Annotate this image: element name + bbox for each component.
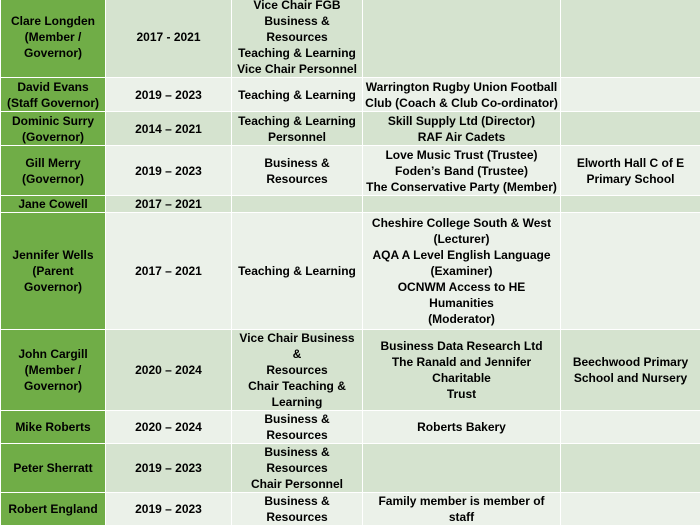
governor-name-line: (Member / xyxy=(3,362,103,378)
committee-cell xyxy=(232,0,363,78)
interest-line: AQA A Level English Language xyxy=(365,247,558,263)
interest-line: Roberts Bakery xyxy=(365,419,558,435)
term-line: 2017 – 2021 xyxy=(108,196,229,212)
table-row xyxy=(1,444,700,493)
interests-cell xyxy=(363,330,561,411)
other-governance-cell xyxy=(561,146,700,196)
interest-line: (Examiner) xyxy=(365,263,558,279)
governor-name-cell xyxy=(1,0,106,78)
governor-name-line: Mike Roberts xyxy=(3,419,103,435)
table-row xyxy=(1,493,700,526)
term-cell xyxy=(106,213,232,330)
term-line: 2019 – 2023 xyxy=(108,460,229,476)
committee-cell xyxy=(232,444,363,493)
governor-name-line: Governor) xyxy=(3,45,103,61)
committee-cell xyxy=(232,493,363,526)
governor-name-line: Robert England xyxy=(3,501,103,517)
term-cell xyxy=(106,112,232,146)
term-cell xyxy=(106,196,232,213)
committee-line: Vice Chair FGB xyxy=(234,0,360,13)
committee-line: Chair Teaching & xyxy=(234,378,360,394)
committee-cell xyxy=(232,213,363,330)
table-row xyxy=(1,213,700,330)
interests-cell xyxy=(363,411,561,444)
governor-name-cell xyxy=(1,213,106,330)
governor-name-line: Peter Sherratt xyxy=(3,460,103,476)
other-governance-cell xyxy=(561,330,700,411)
other-governance-cell xyxy=(561,411,700,444)
governor-name-line: Gill Merry xyxy=(3,155,103,171)
other-governance-cell xyxy=(561,213,700,330)
other-governance-cell xyxy=(561,0,700,78)
table-row xyxy=(1,146,700,196)
term-cell xyxy=(106,444,232,493)
committee-cell xyxy=(232,330,363,411)
term-line: 2014 – 2021 xyxy=(108,121,229,137)
other-governance-cell xyxy=(561,444,700,493)
term-cell xyxy=(106,0,232,78)
committee-line: Teaching & Learning xyxy=(234,263,360,279)
governor-name-cell xyxy=(1,146,106,196)
other-governance-cell xyxy=(561,493,700,526)
term-line: 2019 – 2023 xyxy=(108,501,229,517)
interests-cell xyxy=(363,112,561,146)
governor-name-line: (Governor) xyxy=(3,129,103,145)
interest-line: Trust xyxy=(365,386,558,402)
interest-line: OCNWM Access to HE Humanities xyxy=(365,279,558,311)
interest-line: Family member is member of staff xyxy=(365,493,558,525)
governor-name-line: Jane Cowell xyxy=(3,196,103,212)
interest-line: Warrington Rugby Union Football xyxy=(365,79,558,95)
committee-cell xyxy=(232,78,363,112)
committee-line: Personnel xyxy=(234,129,360,145)
term-line: 2019 – 2023 xyxy=(108,87,229,103)
interests-cell xyxy=(363,78,561,112)
committee-line: Teaching & Learning xyxy=(234,87,360,103)
other-governance-cell xyxy=(561,78,700,112)
term-cell xyxy=(106,78,232,112)
term-line: 2017 - 2021 xyxy=(108,29,229,45)
committee-line: Business & Resources xyxy=(234,411,360,443)
interest-line: The Ranald and Jennifer Charitable xyxy=(365,354,558,386)
committee-cell xyxy=(232,112,363,146)
interest-line: Love Music Trust (Trustee) xyxy=(365,147,558,163)
interest-line: Foden’s Band (Trustee) xyxy=(365,163,558,179)
term-line: 2020 – 2024 xyxy=(108,362,229,378)
committee-line: Vice Chair Personnel xyxy=(234,61,360,77)
governor-name-line: John Cargill xyxy=(3,346,103,362)
term-line: 2020 – 2024 xyxy=(108,419,229,435)
term-cell xyxy=(106,493,232,526)
interests-cell xyxy=(363,444,561,493)
committee-cell xyxy=(232,146,363,196)
table-row xyxy=(1,330,700,411)
committee-line: Business & Resources xyxy=(234,493,360,525)
interest-line: The Conservative Party (Member) xyxy=(365,179,558,195)
term-cell xyxy=(106,411,232,444)
governor-name-line: (Governor) xyxy=(3,171,103,187)
committee-cell xyxy=(232,411,363,444)
governor-name-cell xyxy=(1,493,106,526)
governor-name-cell xyxy=(1,78,106,112)
governors-table-body xyxy=(1,0,700,526)
term-cell xyxy=(106,330,232,411)
other-governance-line: Beechwood Primary xyxy=(563,354,698,370)
term-line: 2017 – 2021 xyxy=(108,263,229,279)
governor-name-cell xyxy=(1,112,106,146)
other-governance-line: School and Nursery xyxy=(563,370,698,386)
table-row xyxy=(1,78,700,112)
term-line: 2019 – 2023 xyxy=(108,163,229,179)
committee-line: Vice Chair Business & xyxy=(234,330,360,362)
interest-line: (Lecturer) xyxy=(365,231,558,247)
governor-name-cell xyxy=(1,411,106,444)
interest-line: Cheshire College South & West xyxy=(365,215,558,231)
committee-cell xyxy=(232,196,363,213)
interests-cell xyxy=(363,0,561,78)
governor-name-cell xyxy=(1,196,106,213)
committee-line: Resources xyxy=(234,362,360,378)
committee-line: Learning xyxy=(234,394,360,410)
committee-line: Teaching & Learning xyxy=(234,113,360,129)
interests-cell xyxy=(363,213,561,330)
governor-name-line: (Parent xyxy=(3,263,103,279)
other-governance-line: Elworth Hall C of E xyxy=(563,155,698,171)
committee-line: Business & Resources xyxy=(234,13,360,45)
governor-name-line: Governor) xyxy=(3,378,103,394)
committee-line: Business & Resources xyxy=(234,444,360,476)
interest-line: (Moderator) xyxy=(365,311,558,327)
governor-name-line: (Staff Governor) xyxy=(3,95,103,111)
table-row xyxy=(1,411,700,444)
governor-name-line: (Member / xyxy=(3,29,103,45)
governor-name-line: David Evans xyxy=(3,79,103,95)
committee-line: Chair Personnel xyxy=(234,476,360,492)
term-cell xyxy=(106,146,232,196)
other-governance-cell xyxy=(561,112,700,146)
governor-name-line: Clare Longden xyxy=(3,13,103,29)
interests-cell xyxy=(363,146,561,196)
table-row xyxy=(1,196,700,213)
interests-cell xyxy=(363,493,561,526)
interest-line: Business Data Research Ltd xyxy=(365,338,558,354)
governor-name-line: Jennifer Wells xyxy=(3,247,103,263)
governor-name-cell xyxy=(1,444,106,493)
governor-name-cell xyxy=(1,330,106,411)
other-governance-line: Primary School xyxy=(563,171,698,187)
governor-name-line: Dominic Surry xyxy=(3,113,103,129)
interests-cell xyxy=(363,196,561,213)
governor-name-line: Governor) xyxy=(3,279,103,295)
table-row xyxy=(1,0,700,78)
interest-line: Club (Coach & Club Co-ordinator) xyxy=(365,95,558,111)
interest-line: Skill Supply Ltd (Director) xyxy=(365,113,558,129)
committee-line: Business & Resources xyxy=(234,155,360,187)
table-row xyxy=(1,112,700,146)
committee-line: Teaching & Learning xyxy=(234,45,360,61)
other-governance-cell xyxy=(561,196,700,213)
interest-line: RAF Air Cadets xyxy=(365,129,558,145)
